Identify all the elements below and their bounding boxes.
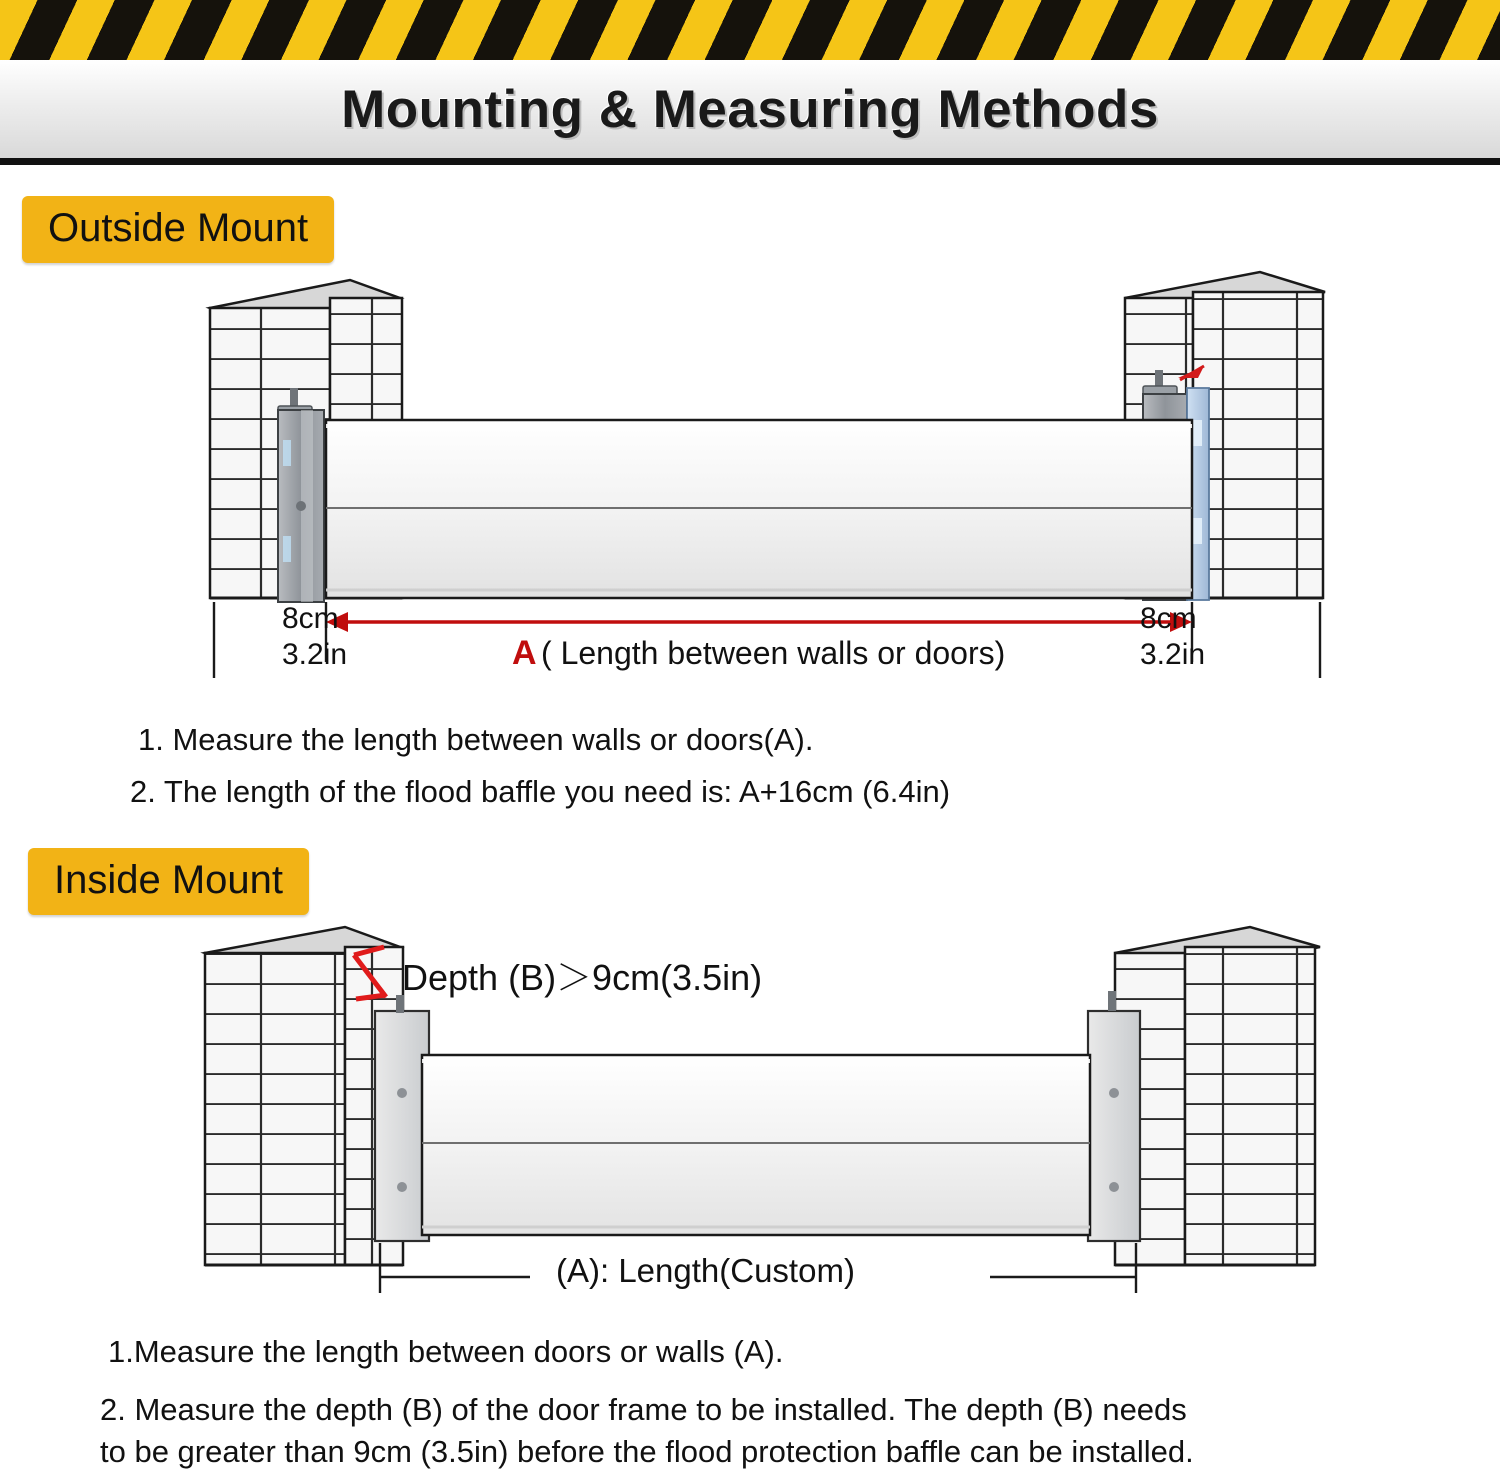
dimension-letter-a: A [512, 634, 537, 672]
outside-left-dim-in: 3.2in [282, 638, 348, 671]
inside-step-1: 1.Measure the length between doors or walls (A). [108, 1334, 784, 1369]
inside-depth-note: Depth (B)＞9cm(3.5in) [402, 957, 763, 998]
outside-right-dim-in: 3.2in [1140, 638, 1206, 671]
section-chip-outside-mount: Outside Mount [22, 196, 334, 263]
outside-left-dim-cm: 8cm [282, 602, 339, 635]
inside-step-2-line-2: to be greater than 9cm (3.5in) before the flood protection baffle can be installed. [100, 1434, 1194, 1469]
section-chip-inside-mount: Inside Mount [28, 848, 309, 915]
title-banner [0, 60, 1500, 165]
page-title: Mounting & Measuring Methods [341, 79, 1159, 139]
outside-step-1: 1. Measure the length between walls or doors(A). [138, 722, 814, 757]
hazard-stripe-banner [0, 0, 1500, 65]
dimension-caption: ( Length between walls or doors) [541, 635, 1006, 671]
inside-step-2-line-1: 2. Measure the depth (B) of the door frame to be installed. The depth (B) needs [100, 1392, 1187, 1427]
outside-right-dim-cm: 8cm [1140, 602, 1197, 635]
inside-length-caption: (A): Length(Custom) [556, 1252, 855, 1289]
outside-arrow-caption-group [512, 634, 1005, 673]
outside-step-2: 2. The length of the flood baffle you need is: A+16cm (6.4in) [130, 774, 951, 809]
